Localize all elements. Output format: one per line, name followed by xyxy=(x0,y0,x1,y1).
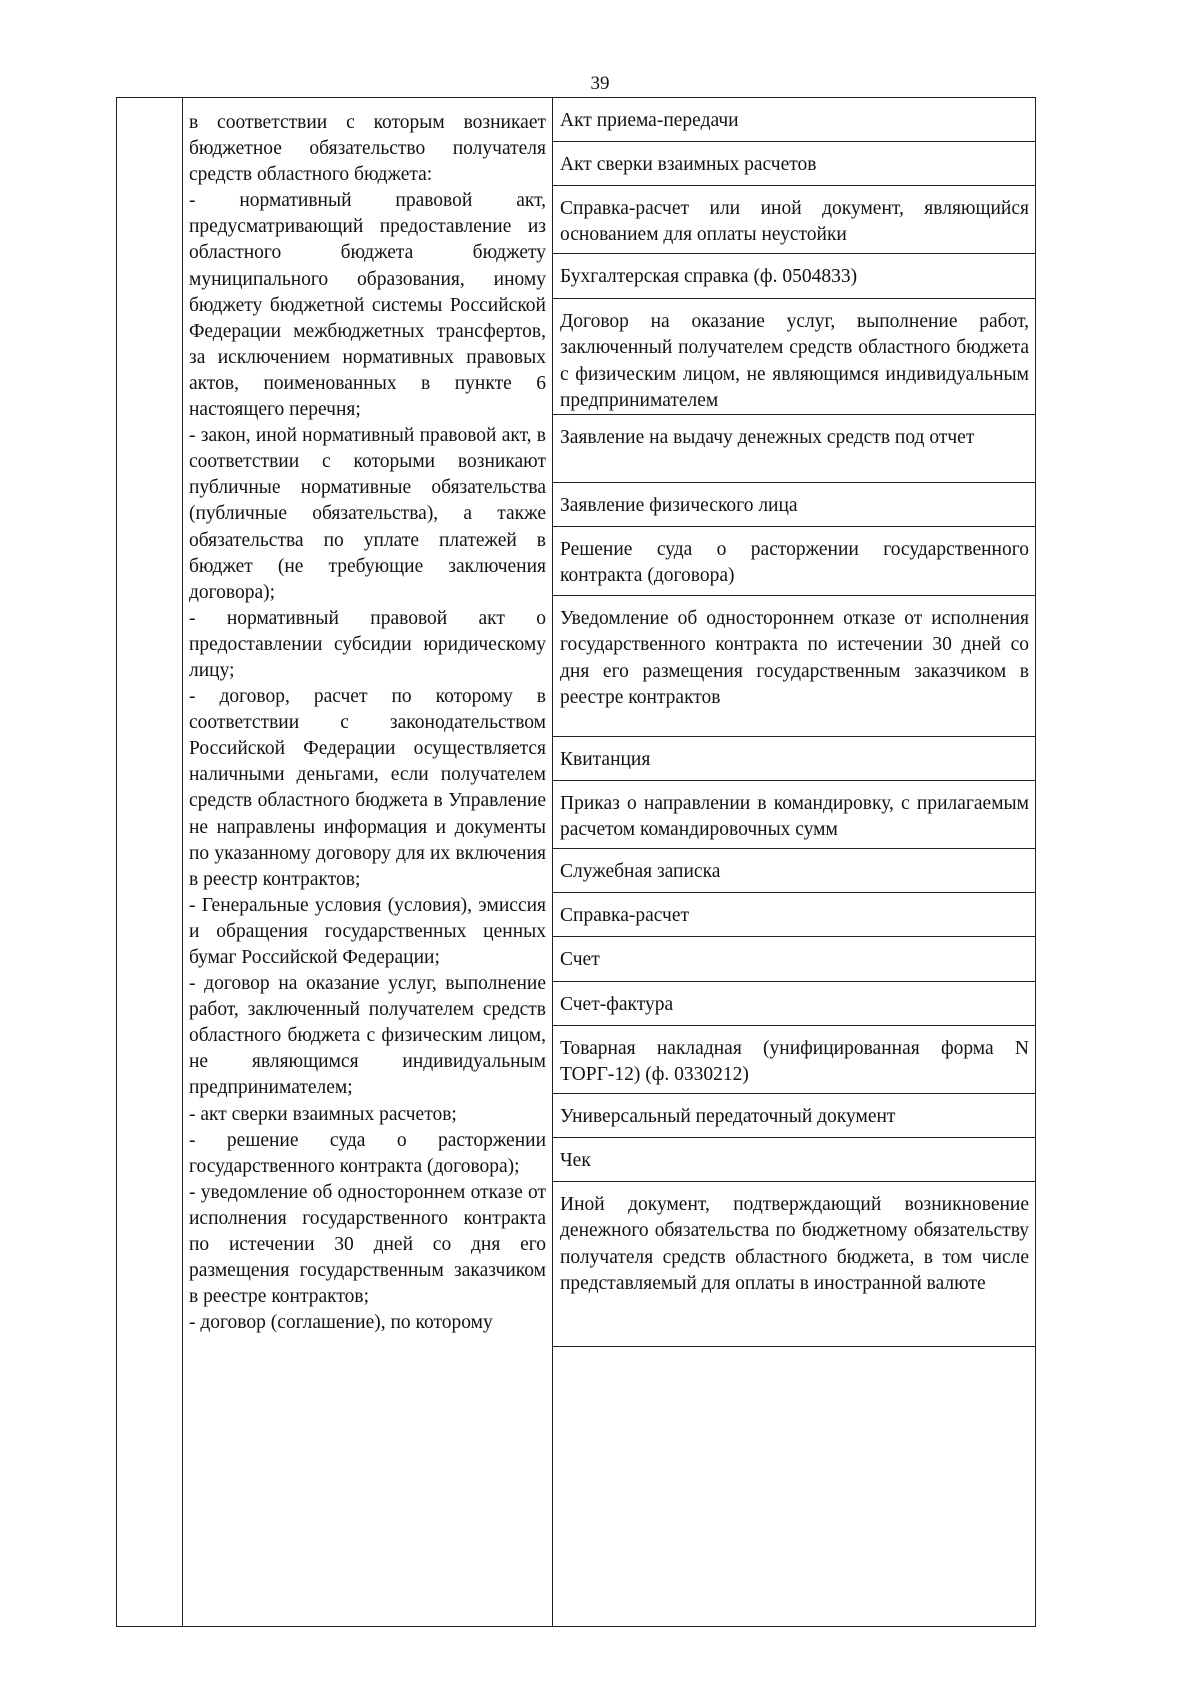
document-cell: Счет xyxy=(553,937,1035,982)
document-cell: Справка-расчет xyxy=(553,893,1035,937)
document-cell: Заявление физического лица xyxy=(553,483,1035,527)
document-cell: Товарная накладная (унифицированная форма N ТОРГ-12) (ф. 0330212) xyxy=(553,1026,1035,1094)
basis-paragraph: - Генеральные условия (условия), эмиссия и обращения государственных ценных бумаг Российской Федерации; xyxy=(189,894,546,968)
document-cell: Заявление на выдачу денежных средств под отчет xyxy=(553,415,1035,483)
document-cell: Договор на оказание услуг, выполнение работ, заключенный получателем средств областного бюджета с физическим лицом, не являющимся индивидуальным предпринимателем xyxy=(553,299,1035,415)
basis-paragraph: - договор на оказание услуг, выполнение работ, заключенный получателем средств областного бюджета с физическим лицом, не являющимся индивидуальным предпринимателем; xyxy=(189,973,546,1099)
basis-paragraph: - нормативный правовой акт, предусматривающий предоставление из областного бюджета бюджету муниципального образования, иному бюджету бюджетной системы Российской Федерации межбюджетных трансфертов, за исключением нормативных правовых актов, поименованных в пункте 6 настоящего перечня; xyxy=(189,190,546,421)
number-column-cell xyxy=(117,98,183,1626)
document-cell: Иной документ, подтверждающий возникновение денежного обязательства по бюджетному обязательству получателя средств областного бюджета, в том числе представляемый для оплаты в иностранной валюте xyxy=(553,1182,1035,1347)
document-cell: Чек xyxy=(553,1138,1035,1182)
basis-paragraph: - договор, расчет по которому в соответствии с законодательством Российской Федерации осуществляется наличными деньгами, если получателем средств областного бюджета в Управление не направлены информация и документы по указанному договору для их включения в реестр контрактов; xyxy=(189,686,546,890)
basis-column-cell xyxy=(183,98,553,1626)
basis-paragraph: - закон, иной нормативный правовой акт, в соответствии с которыми возникают публичные нормативные обязательства (публичные обязательства), а также обязательства по уплате платежей в бюджет (не требующие заключения договора); xyxy=(189,425,546,603)
document-cell: Квитанция xyxy=(553,737,1035,781)
basis-paragraph: - акт сверки взаимных расчетов; xyxy=(189,1103,457,1125)
document-cell: Акт приема-передачи xyxy=(553,98,1035,142)
document-cell: Служебная записка xyxy=(553,849,1035,893)
documents-column xyxy=(553,98,1035,1626)
document-cell: Универсальный передаточный документ xyxy=(553,1094,1035,1138)
document-cell: Акт сверки взаимных расчетов xyxy=(553,142,1035,186)
document-cell: Решение суда о расторжении государственного контракта (договора) xyxy=(553,527,1035,596)
basis-paragraph: в соответствии с которым возникает бюджетное обязательство получателя средств областного бюджета: xyxy=(189,112,546,186)
empty-document-cell xyxy=(553,1347,1035,1628)
document-cell: Приказ о направлении в командировку, с прилагаемым расчетом командировочных сумм xyxy=(553,781,1035,849)
basis-paragraph: - решение суда о расторжении государственного контракта (договора); xyxy=(189,1129,546,1177)
document-cell: Счет-фактура xyxy=(553,982,1035,1026)
document-table xyxy=(116,97,1036,1627)
basis-paragraph: - уведомление об одностороннем отказе от исполнения государственного контракта по истечении 30 дней со дня его размещения государственным заказчиком в реестре контрактов; xyxy=(189,1181,546,1308)
document-cell: Бухгалтерская справка (ф. 0504833) xyxy=(553,254,1035,299)
document-cell: Уведомление об одностороннем отказе от исполнения государственного контракта по истечении 30 дней со дня его размещения государственным заказчиком в реестре контрактов xyxy=(553,596,1035,737)
basis-paragraph: - нормативный правовой акт о предоставлении субсидии юридическому лицу; xyxy=(189,607,546,681)
basis-paragraph: - договор (соглашение), по которому xyxy=(189,1312,493,1334)
document-cell: Справка-расчет или иной документ, являющийся основанием для оплаты неустойки xyxy=(553,186,1035,254)
page-number: 39 xyxy=(590,73,610,94)
